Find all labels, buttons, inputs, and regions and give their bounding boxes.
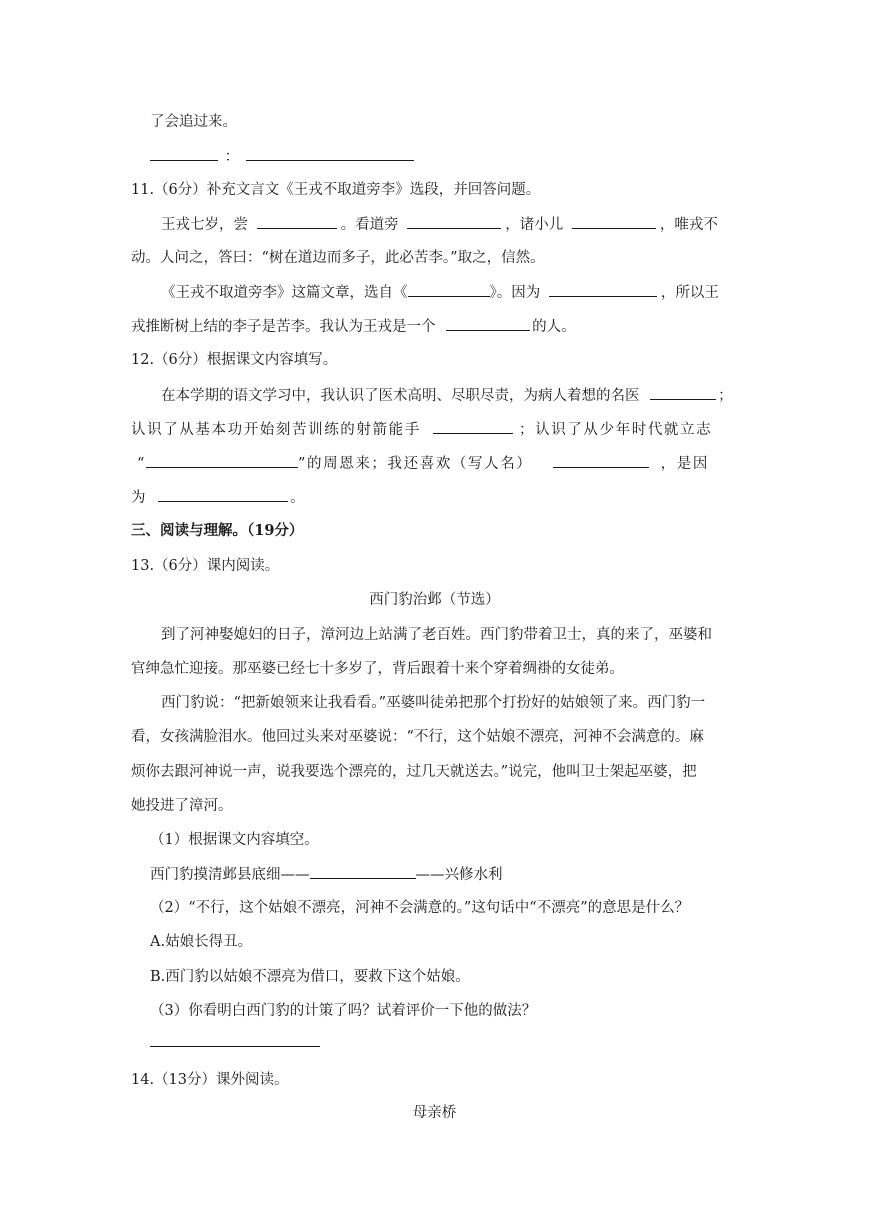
answer-blank[interactable] (408, 282, 490, 297)
answer-blank[interactable] (549, 282, 657, 297)
q12-header: 12.（6分）根据课文内容填写。 (131, 352, 338, 368)
answer-blank[interactable] (553, 453, 649, 468)
answer-blank[interactable] (446, 316, 530, 331)
text: 戎推断树上结的李子是苦李。我认为王戎是一个 (131, 319, 436, 335)
text: ，唯戎不 (659, 217, 718, 233)
q11-line-1 (161, 214, 718, 235)
q10-tail-text: 了会追过来。 (150, 114, 237, 130)
q13-sub-1: （1）根据课文内容填空。 (150, 832, 319, 848)
q12-line-2 (131, 419, 712, 440)
q13-p1-line-1: 到了河神娶媳妇的日子，漳河边上站满了老百姓。西门豹带着卫士，真的来了，巫婆和 (161, 627, 712, 643)
q13-p2-line-4: 她投进了漳河。 (131, 798, 233, 814)
text: 在本学期的语文学习中，我认识了医术高明、尽职尽责，为病人着想的名医 (161, 388, 640, 404)
q11-line-3 (161, 282, 719, 303)
answer-blank[interactable] (146, 453, 298, 468)
q13-option-b: B.西门豹以姑娘不漂亮为借口，要救下这个姑娘。 (150, 969, 470, 985)
text: ，是因 (660, 456, 709, 472)
q10-answer-line (150, 146, 414, 167)
answer-blank[interactable] (433, 419, 513, 434)
q14-passage-title: 母亲桥 (412, 1105, 457, 1121)
q13-sub-1-fill (150, 864, 503, 885)
q11-header: 11.（6分）补充文言文《王戎不取道旁李》选段，并回答问题。 (131, 182, 541, 198)
text: 王戎七岁，尝 (161, 217, 248, 233)
q13-p2-line-1: 西门豹说：“把新娘领来让我看看。”巫婆叫徒弟把那个打扮好的姑娘领了来。西门豹一 (161, 695, 706, 711)
text: 为 (131, 490, 146, 506)
text: ，所以王 (660, 285, 719, 301)
q12-line-1 (161, 385, 733, 406)
answer-blank[interactable] (650, 385, 716, 400)
answer-blank[interactable] (150, 1032, 320, 1047)
q12-line-4 (131, 487, 305, 508)
colon: ： (224, 149, 240, 165)
q13-p2-line-3: 烦你去跟河神说一声，说我要选个漂亮的，过几天就送去。”说完，他叫卫士架起巫婆，把 (131, 764, 697, 780)
answer-blank[interactable] (257, 214, 337, 229)
q13-header: 13.（6分）课内阅读。 (131, 558, 280, 574)
text: 《王戎不取道旁李》这篇文章，选自《 (161, 285, 408, 301)
answer-blank[interactable] (310, 864, 416, 879)
text: ”的周恩来；我还喜欢（写人名） (298, 456, 533, 472)
q13-answer-line (150, 1032, 320, 1053)
text: ——兴修水利 (415, 867, 503, 883)
text: 西门豹摸清邺县底细—— (150, 867, 310, 883)
text: 的人。 (532, 319, 576, 335)
answer-blank[interactable] (407, 214, 501, 229)
answer-blank[interactable] (572, 214, 656, 229)
answer-blank[interactable] (150, 146, 218, 161)
text: 。 (290, 490, 305, 506)
text: 。看道旁 (340, 217, 399, 233)
text: 》。因为 (489, 285, 541, 301)
q13-p1-line-2: 官绅急忙迎接。那巫婆已经七十多岁了，背后跟着十来个穿着绸褂的女徒弟。 (131, 661, 624, 677)
answer-blank[interactable] (158, 487, 288, 502)
text: “ (137, 456, 147, 472)
q13-passage-title: 西门豹治邺（节选） (369, 592, 500, 608)
q14-header: 14.（13分）课外阅读。 (131, 1072, 289, 1088)
q11-line-4 (131, 316, 576, 337)
text: ，诸小儿 (505, 217, 564, 233)
text: ； (718, 388, 733, 404)
section-3-title: 三、阅读与理解。（19分） (131, 522, 304, 539)
q13-sub-3: （3）你看明白西门豹的计策了吗？试着评价一下他的做法？ (150, 1003, 537, 1019)
text: 认识了从基本功开始刻苦训练的射箭能手 (131, 422, 421, 438)
q11-line-2: 动。人问之，答曰：“树在道边而多子，此必苦李。”取之，信然。 (131, 250, 545, 266)
q13-sub-2: （2）“不行，这个姑娘不漂亮，河神不会满意的。”这句话中“不漂亮”的意思是什么？ (150, 900, 690, 916)
q12-line-3 (131, 453, 709, 474)
text: ；认识了从少年时代就立志 (519, 422, 713, 438)
answer-blank[interactable] (246, 146, 414, 161)
q13-option-a: A.姑娘长得丑。 (150, 934, 253, 950)
q13-p2-line-2: 看，女孩满脸泪水。他回过头来对巫婆说：“不行，这个姑娘不漂亮，河神不会满意的。麻 (131, 729, 704, 745)
